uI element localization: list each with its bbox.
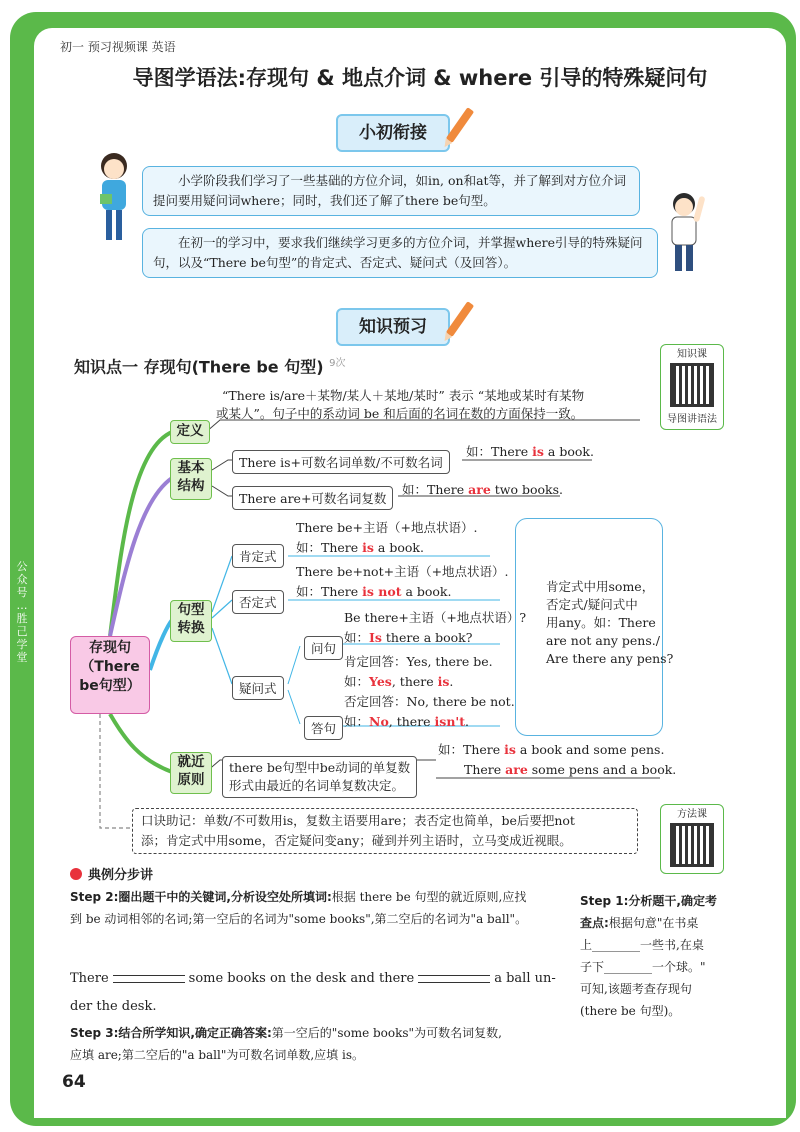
mnemonic-box (132, 808, 638, 854)
qr-label-top: 知识课 (677, 349, 707, 360)
step-1-text-4: 可知,该题考查存现句 (580, 982, 692, 996)
page-number: 64 (62, 1072, 86, 1092)
proximity-rule-line-1: there be句型中be动词的单复数 (229, 760, 411, 775)
frequency-count: 9次 (329, 358, 346, 369)
question-structure: Be there+主语（+地点状语）? (344, 610, 527, 625)
step-1-text-5: (there be 句型)。 (580, 1004, 681, 1018)
affirmative-label: 肯定式 (232, 544, 284, 568)
mnemonic-line-2: 添；肯定式中用some，否定疑问变any；碰到并列主语时，立马变成近视眼。 (141, 833, 572, 848)
step-2-text-1: 根据 there be 句型的就近原则,应找 (331, 890, 527, 904)
definition-line-2: 或某人”。句子中的系动词 be 和后面的名词在数的方面保持一致。 (216, 406, 584, 421)
qr-label-top: 方法课 (677, 809, 707, 820)
node-definition: 定义 (170, 420, 210, 444)
side-watermark: 公众号 …胜己学堂 (16, 560, 28, 664)
mindmap-root (70, 636, 150, 714)
step-3 (70, 1022, 570, 1066)
near-label-1: 就近 (177, 754, 205, 770)
root-line-3: be句型） (79, 678, 141, 694)
example-sentence: There some books on the desk and there a ball un- (70, 971, 556, 986)
basic-example-2: 如：There are two books. (402, 482, 563, 497)
negative-structure: There be+not+主语（+地点状语）. (296, 564, 509, 579)
answer-positive-structure: 肯定回答：Yes, there be. (344, 654, 493, 669)
node-proximity-principle (170, 752, 212, 794)
target-icon (70, 868, 82, 880)
qr-code-icon[interactable] (670, 823, 714, 867)
step-1-heading: Step 1:分析题干,确定考 (580, 894, 717, 908)
answer-label: 答句 (304, 716, 343, 740)
proximity-example-2: There are some pens and a book. (464, 762, 677, 777)
basic-example-1: 如：There is a book. (466, 444, 594, 459)
near-label-2: 原则 (177, 772, 205, 788)
qr-card-method[interactable] (660, 804, 724, 874)
affirmative-example: 如：There is a book. (296, 540, 424, 555)
page-title: 导图学语法:存现句 & 地点介词 & where 引导的特殊疑问句 (132, 66, 708, 90)
some-any-note: 肯定式中用some， 否定式/疑问式中 用any。如：There are not any pens./ Are there any pens? (546, 579, 674, 666)
proximity-rule-box (222, 756, 417, 798)
step-1-heading-2: 查点: (580, 916, 609, 930)
question-label: 问句 (304, 636, 343, 660)
proximity-example-1: 如：There is a book and some pens. (438, 742, 665, 757)
interrogative-label: 疑问式 (232, 676, 284, 700)
step-3-heading: Step 3:结合所学知识,确定正确答案: (70, 1026, 272, 1040)
step-1 (580, 890, 760, 1022)
step-1-text-1: 根据句意"在书桌 (608, 916, 699, 930)
step-1-text-3: 子下________一个球。" (580, 960, 706, 974)
intro-text-junior: 在初一的学习中，要求我们继续学习更多的方位介词，并掌握where引导的特殊疑问句，以及“There be句型”的肯定式、否定式、疑问式（及回答）。 (153, 235, 643, 270)
question-example: 如：Is there a book? (344, 630, 473, 645)
node-basic-structure (170, 458, 212, 500)
step-2 (70, 886, 560, 930)
mnemonic-line-1: 口诀助记：单数/不可数用is，复数主语要用are；表否定也简单，be后要把not (141, 813, 575, 828)
basic-label-2: 结构 (177, 478, 205, 494)
proximity-rule-line-2: 形式由最近的名词单复数决定。 (229, 778, 405, 793)
page-header: 初一 预习视频课 英语 (60, 40, 176, 54)
answer-negative-example: 如：No, there isn't. (344, 714, 470, 729)
answer-positive-example: 如：Yes, there is. (344, 674, 454, 689)
negative-label: 否定式 (232, 590, 284, 614)
blank-2[interactable] (418, 975, 490, 983)
qr-label-bottom: 导图讲语法 (667, 414, 717, 425)
step-2-text-2: 到 be 动词相邻的名词;第一空后的名词为"some books",第二空后的名词为"a ball"。 (70, 912, 528, 926)
section-tag-bridge: 小初衔接 (336, 114, 450, 152)
step-3-text-2: 应填 are;第二空后的"a ball"为可数名词单数,应填 is。 (70, 1048, 364, 1062)
intro-text-primary: 小学阶段我们学习了一些基础的方位介词，如in, on和at等，并了解到对方位介词提问要用疑问词where；同时，我们还了解了there be句型。 (153, 173, 627, 208)
affirmative-structure: There be+主语（+地点状语）. (296, 520, 478, 535)
step-1-text-2: 上________一些书,在桌 (580, 938, 704, 952)
answer-negative-structure: 否定回答：No, there be not. (344, 694, 515, 709)
basic-label-1: 基本 (177, 460, 205, 476)
step-3-text-1: 第一空后的"some books"为可数名词复数, (271, 1026, 502, 1040)
knowledge-point-label: 知识点一 存现句(There be 句型) (74, 357, 324, 377)
transform-label-1: 句型 (177, 602, 205, 618)
section-tag-preview: 知识预习 (336, 308, 450, 346)
root-line-1: 存现句 (89, 640, 131, 656)
negative-example: 如：There is not a book. (296, 584, 452, 599)
example-title-text: 典例分步讲 (88, 868, 154, 883)
basic-structure-plural: There are+可数名词复数 (232, 486, 393, 510)
transform-label-2: 转换 (177, 620, 205, 636)
example-sentence-tail: der the desk. (70, 999, 157, 1014)
definition-line-1: “There is/are＋某物/某人＋某地/某时” 表示 “某地或某时有某物 (222, 388, 585, 403)
blank-1[interactable] (113, 975, 185, 983)
basic-structure-singular: There is+可数名词单数/不可数名词 (232, 450, 450, 474)
example-title (70, 864, 153, 883)
step-2-heading: Step 2:圈出题干中的关键词,分析设空处所填词: (70, 890, 332, 904)
node-sentence-transform (170, 600, 212, 642)
root-line-2: （There (80, 659, 140, 675)
